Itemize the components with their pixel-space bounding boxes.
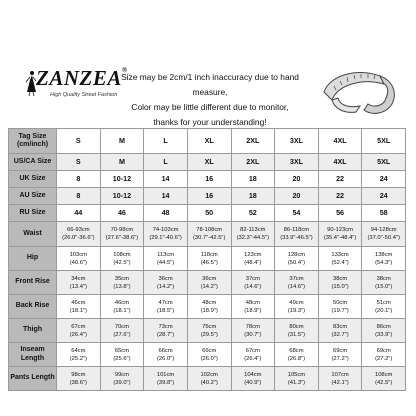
cell-metric: 51cm <box>376 299 391 306</box>
table-cell <box>231 247 275 271</box>
cell-imperial: (26.8") <box>287 355 306 362</box>
cell-imperial: (30.7") <box>244 331 262 338</box>
table-cell: 2XL <box>231 154 275 171</box>
table-cell <box>100 222 144 247</box>
cell-imperial: (27.2") <box>375 355 393 362</box>
cell-metric: 78-108cm <box>196 227 223 233</box>
table-cell: 44 <box>57 205 101 222</box>
table-cell <box>318 222 362 247</box>
table-cell: S <box>57 154 101 171</box>
table-cell: 48 <box>144 205 188 222</box>
cell-imperial: (48.4") <box>244 259 262 266</box>
cell-metric: 50cm <box>332 299 348 306</box>
table-cell: 2XL <box>231 129 275 154</box>
table-row <box>9 247 406 271</box>
cell-imperial: (26.0") <box>200 355 218 362</box>
row-label: UK Size <box>9 171 57 188</box>
cell-metric: 86cm <box>376 323 391 330</box>
table-row <box>9 295 406 319</box>
header <box>0 0 416 128</box>
cell-metric: 90-123cm <box>327 227 353 233</box>
cell-metric: 73cm <box>158 323 173 330</box>
table-cell <box>318 271 362 295</box>
table-cell <box>318 295 362 319</box>
row-label: Front Rise <box>9 271 57 295</box>
table-cell: XL <box>187 129 231 154</box>
cell-imperial: (32.7") <box>331 331 349 338</box>
table-cell: 16 <box>187 188 231 205</box>
cell-imperial: (44.5") <box>156 259 175 266</box>
cell-imperial: (32.3"-44.5") <box>236 235 270 241</box>
cell-metric: 34cm <box>71 275 86 282</box>
table-cell <box>144 271 188 295</box>
cell-imperial: (30.7"-42.5") <box>192 235 226 241</box>
cell-imperial: (19.3") <box>287 307 306 314</box>
table-cell: 8 <box>57 171 101 188</box>
cell-metric: 123cm <box>244 251 262 258</box>
table-cell <box>100 319 144 343</box>
cell-imperial: (18.9") <box>200 307 218 314</box>
cell-metric: 99cm <box>114 371 130 378</box>
cell-imperial: (50.4") <box>287 259 306 266</box>
cell-imperial: (28.7") <box>156 331 175 338</box>
table-row <box>9 367 406 391</box>
table-cell: 5XL <box>362 154 406 171</box>
table-cell <box>57 319 101 343</box>
table-cell <box>231 271 275 295</box>
table-cell: 52 <box>231 205 275 222</box>
cell-metric: 107cm <box>331 371 349 378</box>
cell-metric: 101cm <box>156 371 175 378</box>
cell-metric: 75cm <box>202 323 217 330</box>
table-cell <box>318 247 362 271</box>
table-cell: 16 <box>187 171 231 188</box>
cell-imperial: (42.5") <box>375 379 393 386</box>
table-cell: 18 <box>231 171 275 188</box>
table-cell: L <box>144 154 188 171</box>
size-notice <box>110 70 310 130</box>
table-cell: 24 <box>362 188 406 205</box>
cell-imperial: (29.5") <box>200 331 218 338</box>
table-cell <box>362 271 406 295</box>
cell-metric: 66cm <box>202 347 217 354</box>
cell-imperial: (38.6") <box>69 379 87 386</box>
table-cell <box>231 343 275 367</box>
cell-imperial: (25.2") <box>69 355 87 362</box>
table-cell <box>318 319 362 343</box>
cell-metric: 133cm <box>331 251 349 258</box>
cell-imperial: (41.3") <box>287 379 306 386</box>
cell-metric: 68cm <box>289 347 304 354</box>
table-cell: 18 <box>231 188 275 205</box>
row-label: Back Rise <box>9 295 57 319</box>
table-cell <box>100 343 144 367</box>
row-label: Tag Size (cm/inch) <box>9 129 57 154</box>
cell-imperial: (27.2") <box>331 355 349 362</box>
cell-imperial: (40.6") <box>69 259 87 266</box>
cell-metric: 37cm <box>289 275 304 282</box>
cell-imperial: (54.3") <box>375 259 393 266</box>
table-cell: 10-12 <box>100 171 144 188</box>
cell-imperial: (18.1") <box>69 307 87 314</box>
table-cell <box>144 367 188 391</box>
table-cell <box>275 367 319 391</box>
table-cell <box>57 343 101 367</box>
cell-imperial: (39.8") <box>156 379 175 386</box>
cell-imperial: (15.0") <box>331 283 349 290</box>
cell-metric: 108cm <box>374 371 393 378</box>
table-row <box>9 343 406 367</box>
cell-imperial: (26.4") <box>69 331 87 338</box>
row-label: Waist <box>9 222 57 247</box>
cell-metric: 80cm <box>289 323 304 330</box>
table-cell: M <box>100 154 144 171</box>
table-cell <box>187 367 231 391</box>
row-label: RU Size <box>9 205 57 222</box>
cell-imperial: (25.6") <box>113 355 131 362</box>
cell-imperial: (29.1"-40.6") <box>149 235 182 241</box>
cell-imperial: (18.9") <box>244 307 262 314</box>
cell-metric: 83cm <box>332 323 348 330</box>
cell-metric: 104cm <box>244 371 262 378</box>
cell-imperial: (33.9"-46.5") <box>280 235 313 241</box>
cell-imperial: (20.1") <box>375 307 393 314</box>
cell-imperial: (31.5") <box>287 331 306 338</box>
table-row <box>9 205 406 222</box>
table-cell <box>362 343 406 367</box>
table-cell <box>100 367 144 391</box>
cell-metric: 94-128cm <box>370 227 397 233</box>
cell-metric: 48cm <box>245 299 260 306</box>
table-cell <box>362 295 406 319</box>
table-cell <box>187 343 231 367</box>
table-cell <box>144 319 188 343</box>
table-cell <box>144 295 188 319</box>
table-cell <box>100 295 144 319</box>
cell-imperial: (18.5") <box>156 307 175 314</box>
cell-metric: 70cm <box>114 323 130 330</box>
cell-metric: 67cm <box>245 347 260 354</box>
table-row <box>9 271 406 295</box>
table-cell <box>275 222 319 247</box>
table-cell <box>187 271 231 295</box>
table-cell <box>100 271 144 295</box>
table-row <box>9 129 406 154</box>
table-cell: 58 <box>362 205 406 222</box>
table-cell <box>144 343 188 367</box>
cell-metric: 102cm <box>200 371 218 378</box>
table-cell <box>318 367 362 391</box>
cell-imperial: (37.0"-50.4") <box>367 235 400 241</box>
table-cell: 4XL <box>318 129 362 154</box>
row-label: Pants Length <box>9 367 57 391</box>
cell-imperial: (26.0") <box>156 355 175 362</box>
cell-imperial: (26.0"-36.6") <box>62 235 95 241</box>
cell-metric: 128cm <box>287 251 306 258</box>
table-cell <box>187 319 231 343</box>
table-cell: 50 <box>187 205 231 222</box>
cell-metric: 66-93cm <box>67 227 90 233</box>
table-row <box>9 171 406 188</box>
table-cell <box>231 319 275 343</box>
table-cell: 3XL <box>275 154 319 171</box>
table-cell <box>187 295 231 319</box>
row-label: Inseam Length <box>9 343 57 367</box>
cell-imperial: (14.2") <box>156 283 175 290</box>
table-cell <box>362 222 406 247</box>
table-cell <box>275 247 319 271</box>
cell-imperial: (33.9") <box>375 331 393 338</box>
measuring-tape-icon <box>320 62 400 122</box>
cell-imperial: (13.8") <box>113 283 131 290</box>
row-label: Thigh <box>9 319 57 343</box>
cell-imperial: (35.4"-48.4") <box>323 235 357 241</box>
table-cell <box>362 319 406 343</box>
notice-line: Color may be little different due to monitor, <box>131 102 289 112</box>
table-cell: S <box>57 129 101 154</box>
cell-imperial: (42.1") <box>331 379 349 386</box>
table-cell: 14 <box>144 171 188 188</box>
cell-metric: 105cm <box>287 371 306 378</box>
cell-imperial: (42.5") <box>113 259 131 266</box>
cell-metric: 47cm <box>158 299 173 306</box>
table-cell <box>362 247 406 271</box>
table-cell: 3XL <box>275 129 319 154</box>
table-cell <box>57 271 101 295</box>
table-row <box>9 222 406 247</box>
table-cell: 24 <box>362 171 406 188</box>
cell-imperial: (14.6") <box>287 283 306 290</box>
cell-metric: 48cm <box>202 299 217 306</box>
table-cell <box>231 295 275 319</box>
notice-line: Size may be 2cm/1 inch inaccuracy due to hand measure, <box>121 72 299 97</box>
cell-metric: 49cm <box>289 299 304 306</box>
table-cell: L <box>144 129 188 154</box>
table-cell <box>144 247 188 271</box>
brand-tagline: High Quality Street Fashion <box>50 92 118 98</box>
table-cell <box>144 222 188 247</box>
cell-imperial: (18.1") <box>113 307 131 314</box>
cell-imperial: (46.5") <box>200 259 218 266</box>
table-cell <box>318 343 362 367</box>
table-cell: 46 <box>100 205 144 222</box>
cell-metric: 38cm <box>332 275 348 282</box>
cell-imperial: (27.6") <box>113 331 131 338</box>
table-cell: 4XL <box>318 154 362 171</box>
row-label: Hip <box>9 247 57 271</box>
table-cell <box>100 247 144 271</box>
table-cell: 20 <box>275 171 319 188</box>
table-cell <box>275 319 319 343</box>
cell-imperial: (39.0") <box>113 379 131 386</box>
cell-metric: 78cm <box>245 323 260 330</box>
brand-logo: ZANZEA® <box>36 66 128 90</box>
row-label: US/CA Size <box>9 154 57 171</box>
table-cell <box>231 367 275 391</box>
cell-imperial: (13.4") <box>69 283 87 290</box>
cell-imperial: (14.6") <box>244 283 262 290</box>
table-cell <box>187 222 231 247</box>
cell-imperial: (14.2") <box>200 283 218 290</box>
notice-line: thanks for your understanding! <box>153 117 267 127</box>
table-cell <box>57 367 101 391</box>
cell-metric: 103cm <box>69 251 88 258</box>
cell-metric: 86-118cm <box>283 227 310 233</box>
table-cell <box>57 222 101 247</box>
table-cell <box>275 343 319 367</box>
cell-metric: 108cm <box>113 251 131 258</box>
table-cell: 54 <box>275 205 319 222</box>
table-row <box>9 188 406 205</box>
cell-metric: 70-98cm <box>110 227 134 233</box>
row-label: AU Size <box>9 188 57 205</box>
cell-imperial: (52.4") <box>331 259 349 266</box>
cell-metric: 35cm <box>114 275 130 282</box>
cell-imperial: (15.0") <box>375 283 393 290</box>
table-cell <box>231 222 275 247</box>
cell-imperial: (19.7") <box>331 307 349 314</box>
cell-metric: 65cm <box>114 347 130 354</box>
table-cell <box>187 247 231 271</box>
cell-metric: 69cm <box>332 347 348 354</box>
table-cell: 22 <box>318 188 362 205</box>
cell-metric: 118cm <box>200 251 218 258</box>
size-chart-table <box>8 128 406 391</box>
cell-metric: 113cm <box>157 251 175 258</box>
cell-metric: 46cm <box>71 299 86 306</box>
cell-metric: 82-113cm <box>240 227 266 233</box>
cell-metric: 46cm <box>114 299 130 306</box>
table-cell: 56 <box>318 205 362 222</box>
table-cell: 22 <box>318 171 362 188</box>
table-cell: 10-12 <box>100 188 144 205</box>
table-cell: XL <box>187 154 231 171</box>
table-row <box>9 154 406 171</box>
cell-imperial: (40.9") <box>244 379 262 386</box>
cell-metric: 74-103cm <box>152 227 179 233</box>
cell-metric: 64cm <box>71 347 86 354</box>
cell-imperial: (27.6"-38.6") <box>105 235 139 241</box>
table-cell: 8 <box>57 188 101 205</box>
cell-imperial: (26.4") <box>244 355 262 362</box>
table-cell: M <box>100 129 144 154</box>
cell-metric: 66cm <box>158 347 173 354</box>
cell-metric: 36cm <box>202 275 217 282</box>
table-cell <box>275 271 319 295</box>
cell-metric: 138cm <box>374 251 393 258</box>
cell-metric: 38cm <box>376 275 391 282</box>
cell-metric: 69cm <box>376 347 391 354</box>
table-cell <box>57 247 101 271</box>
table-cell <box>57 295 101 319</box>
table-cell <box>275 295 319 319</box>
table-cell: 14 <box>144 188 188 205</box>
table-cell: 20 <box>275 188 319 205</box>
cell-metric: 98cm <box>71 371 86 378</box>
cell-metric: 36cm <box>158 275 173 282</box>
table-row <box>9 319 406 343</box>
cell-imperial: (40.2") <box>200 379 218 386</box>
table-cell: 5XL <box>362 129 406 154</box>
cell-metric: 37cm <box>245 275 260 282</box>
table-cell <box>362 367 406 391</box>
cell-metric: 67cm <box>71 323 86 330</box>
